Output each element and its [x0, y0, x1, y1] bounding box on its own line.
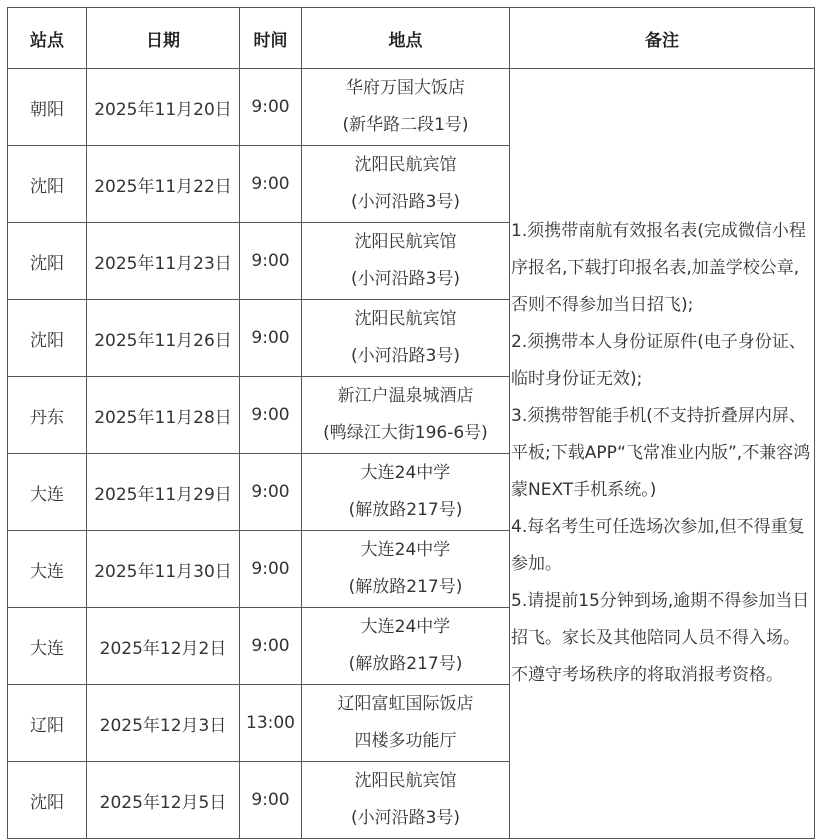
notes-cell [510, 69, 815, 839]
place-name: 大连24中学 [360, 540, 451, 560]
cell-station: 沈阳 [8, 146, 87, 223]
cell-date: 2025年12月3日 [87, 685, 240, 762]
cell-place [302, 69, 510, 146]
note-item: 3.须携带智能手机(不支持折叠屏内屏、平板;下载APP“飞常准业内版”,不兼容鸿蒙NEXT手机系统。) [511, 406, 811, 500]
cell-date: 2025年11月29日 [87, 454, 240, 531]
cell-time: 9:00 [240, 223, 302, 300]
cell-station: 沈阳 [8, 762, 87, 839]
cell-place [302, 762, 510, 839]
cell-station: 大连 [8, 608, 87, 685]
header-row [8, 8, 815, 69]
cell-station: 沈阳 [8, 223, 87, 300]
cell-date: 2025年11月28日 [87, 377, 240, 454]
cell-station: 大连 [8, 454, 87, 531]
cell-time: 9:00 [240, 69, 302, 146]
cell-date: 2025年11月30日 [87, 531, 240, 608]
cell-station: 沈阳 [8, 300, 87, 377]
cell-date: 2025年11月22日 [87, 146, 240, 223]
cell-date: 2025年11月20日 [87, 69, 240, 146]
place-address: (新华路二段1号) [342, 115, 469, 135]
cell-place [302, 146, 510, 223]
cell-place [302, 300, 510, 377]
place-name: 沈阳民航宾馆 [354, 232, 457, 252]
cell-place [302, 223, 510, 300]
cell-station: 辽阳 [8, 685, 87, 762]
place-name: 华府万国大饭店 [346, 78, 465, 98]
cell-time: 13:00 [240, 685, 302, 762]
place-address: (小河沿路3号) [350, 808, 461, 828]
cell-time: 9:00 [240, 608, 302, 685]
cell-place [302, 685, 510, 762]
place-name: 辽阳富虹国际饭店 [337, 694, 474, 714]
place-name: 大连24中学 [360, 617, 451, 637]
place-name: 沈阳民航宾馆 [354, 309, 457, 329]
place-name: 大连24中学 [360, 463, 451, 483]
cell-station: 丹东 [8, 377, 87, 454]
cell-time: 9:00 [240, 762, 302, 839]
cell-place [302, 531, 510, 608]
note-item: 2.须携带本人身份证原件(电子身份证、临时身份证无效); [511, 332, 806, 389]
place-address: (解放路217号) [348, 577, 463, 597]
cell-time: 9:00 [240, 146, 302, 223]
header-note: 备注 [510, 8, 815, 69]
cell-station: 大连 [8, 531, 87, 608]
cell-place [302, 454, 510, 531]
place-name: 新江户温泉城酒店 [337, 386, 474, 406]
cell-time: 9:00 [240, 377, 302, 454]
cell-time: 9:00 [240, 531, 302, 608]
cell-station: 朝阳 [8, 69, 87, 146]
header-time: 时间 [240, 8, 302, 69]
header-place: 地点 [302, 8, 510, 69]
place-address: (小河沿路3号) [350, 346, 461, 366]
cell-place [302, 608, 510, 685]
cell-time: 9:00 [240, 454, 302, 531]
note-item: 5.请提前15分钟到场,逾期不得参加当日招飞。家长及其他陪同人员不得入场。不遵守考场秩序的将取消报考资格。 [511, 591, 810, 685]
header-station: 站点 [8, 8, 87, 69]
cell-date: 2025年11月26日 [87, 300, 240, 377]
place-address: 四楼多功能厅 [354, 731, 457, 751]
place-name: 沈阳民航宾馆 [354, 155, 457, 175]
place-address: (解放路217号) [348, 500, 463, 520]
place-name: 沈阳民航宾馆 [354, 771, 457, 791]
place-address: (解放路217号) [348, 654, 463, 674]
place-address: (小河沿路3号) [350, 192, 461, 212]
cell-date: 2025年12月5日 [87, 762, 240, 839]
place-address: (鸭绿江大街196-6号) [323, 423, 488, 443]
cell-date: 2025年12月2日 [87, 608, 240, 685]
cell-date: 2025年11月23日 [87, 223, 240, 300]
cell-place [302, 377, 510, 454]
header-date: 日期 [87, 8, 240, 69]
place-address: (小河沿路3号) [350, 269, 461, 289]
cell-time: 9:00 [240, 300, 302, 377]
table-row [8, 69, 815, 146]
schedule-table [7, 7, 815, 839]
note-item: 4.每名考生可任选场次参加,但不得重复参加。 [511, 517, 805, 574]
note-item: 1.须携带南航有效报名表(完成微信小程序报名,下载打印报名表,加盖学校公章,否则不得参加当日招飞); [511, 221, 806, 315]
